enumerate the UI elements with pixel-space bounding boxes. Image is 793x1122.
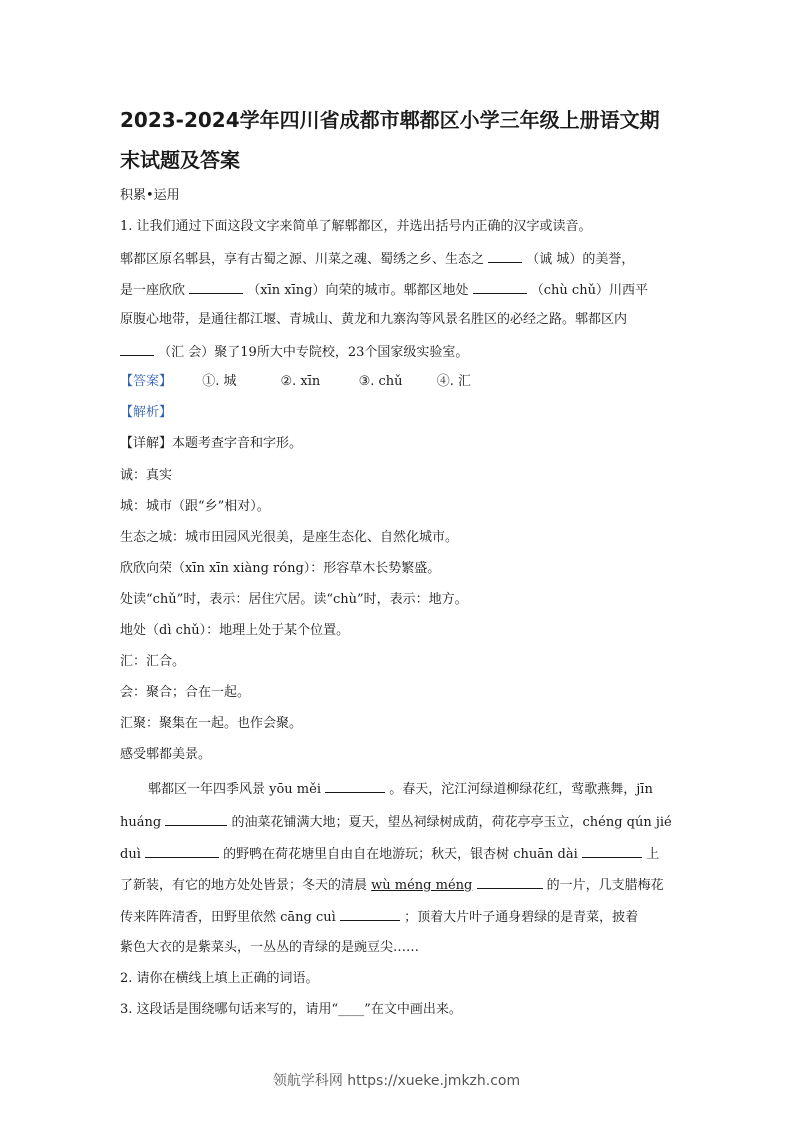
note-line: 感受郫都美景。 [120,747,212,762]
note-line: 处读“chǔ”时，表示：居住穴居。读“chù”时，表示：地方。 [120,592,468,607]
answer-row [120,372,680,392]
passage-line-4: 了新装，有它的地方处处皆景；冬天的清晨 wù méng méng 的一片，几支腊梅花 [120,874,680,896]
question-1-stem: 1. 让我们通过下面这段文字来简单了解郫都区，并选出括号内正确的汉字或读音。 [120,219,592,234]
question-1-line-4: （汇 会）聚了19所大中专院校，23个国家级实验室。 [120,341,680,363]
blank-1 [488,248,522,263]
blank-4 [120,341,154,356]
blank-8 [582,843,642,858]
blank-9 [477,874,543,889]
detail-line: 【详解】本题考查字音和字形。 [120,436,303,451]
question-2: 2. 请你在横线上填上正确的词语。 [120,971,319,986]
blank-3 [473,279,527,294]
note-line: 汇：汇合。 [120,654,186,669]
note-line: 会：聚合；合在一起。 [120,685,251,700]
analysis-label: 【解析】 [120,405,173,420]
question-1-line-1: 郫都区原名郫县，享有古蜀之源、川菜之魂、蜀绣之乡、生态之 （诚 城）的美誉， [120,248,680,270]
note-line: 地处（dì chǔ）：地理上处于某个位置。 [120,623,350,638]
answer-label: 【答案】 [120,374,173,389]
blank-10 [340,906,400,921]
note-line: 城：城市（跟“乡”相对）。 [120,499,270,514]
passage-line-6: 紫色大衣的是紫菜头，一丛丛的青绿的是豌豆尖…… [120,940,420,955]
document-title [120,100,680,180]
note-line: 欣欣向荣（xīn xīn xiàng róng）：形容草木长势繁盛。 [120,561,441,576]
blank-6 [165,811,227,826]
question-3: 3. 这段话是围绕哪句话来写的，请用“____”在文中画出来。 [120,1002,462,1017]
blank-5 [325,778,385,793]
question-1-line-2: 是一座欣欣 （xīn xīng）向荣的城市。郫都区地处 （chù chǔ）川西平 [120,279,680,301]
passage-line-1: 郫都区一年四季风景 yōu měi 。春天，沱江河绿道柳绿花红，莺歌燕舞，jīn [148,778,680,800]
answer-2: ②. xīn [280,374,321,389]
section-heading: 积累•运用 [120,188,180,203]
passage-line-2: huáng 的油菜花铺满大地；夏天，望丛祠绿树成荫，荷花亭亭玉立，chéng qún jié [120,811,680,833]
blank-7 [145,843,219,858]
answer-1: ①. 城 [202,374,237,389]
note-line: 生态之城：城市田园风光很美，是座生态化、自然化城市。 [120,530,459,545]
answer-3: ③. chǔ [358,374,403,389]
blank-2 [189,279,243,294]
question-1-line-3: 原腹心地带，是通往都江堰、青城山、黄龙和九寨沟等风景名胜区的必经之路。郫都区内 [120,312,628,327]
footer-watermark: 领航学科网 https://xueke.jmkzh.com [272,1073,521,1089]
passage-line-5: 传来阵阵清香，田野里依然 cāng cuì ；顶着大片叶子通身碧绿的是青菜，披着 [120,906,680,928]
title-line-2: 末试题及答案 [120,148,240,172]
note-line: 诚：真实 [120,468,173,483]
answer-4: ④. 汇 [436,374,471,389]
passage-line-3: duì 的野鸭在荷花塘里自由自在地游玩；秋天，银杏树 chuān dài 上 [120,843,680,865]
title-line-1: 2023-2024学年四川省成都市郫都区小学三年级上册语文期 [120,108,660,132]
note-line: 汇聚：聚集在一起。也作会聚。 [120,716,303,731]
